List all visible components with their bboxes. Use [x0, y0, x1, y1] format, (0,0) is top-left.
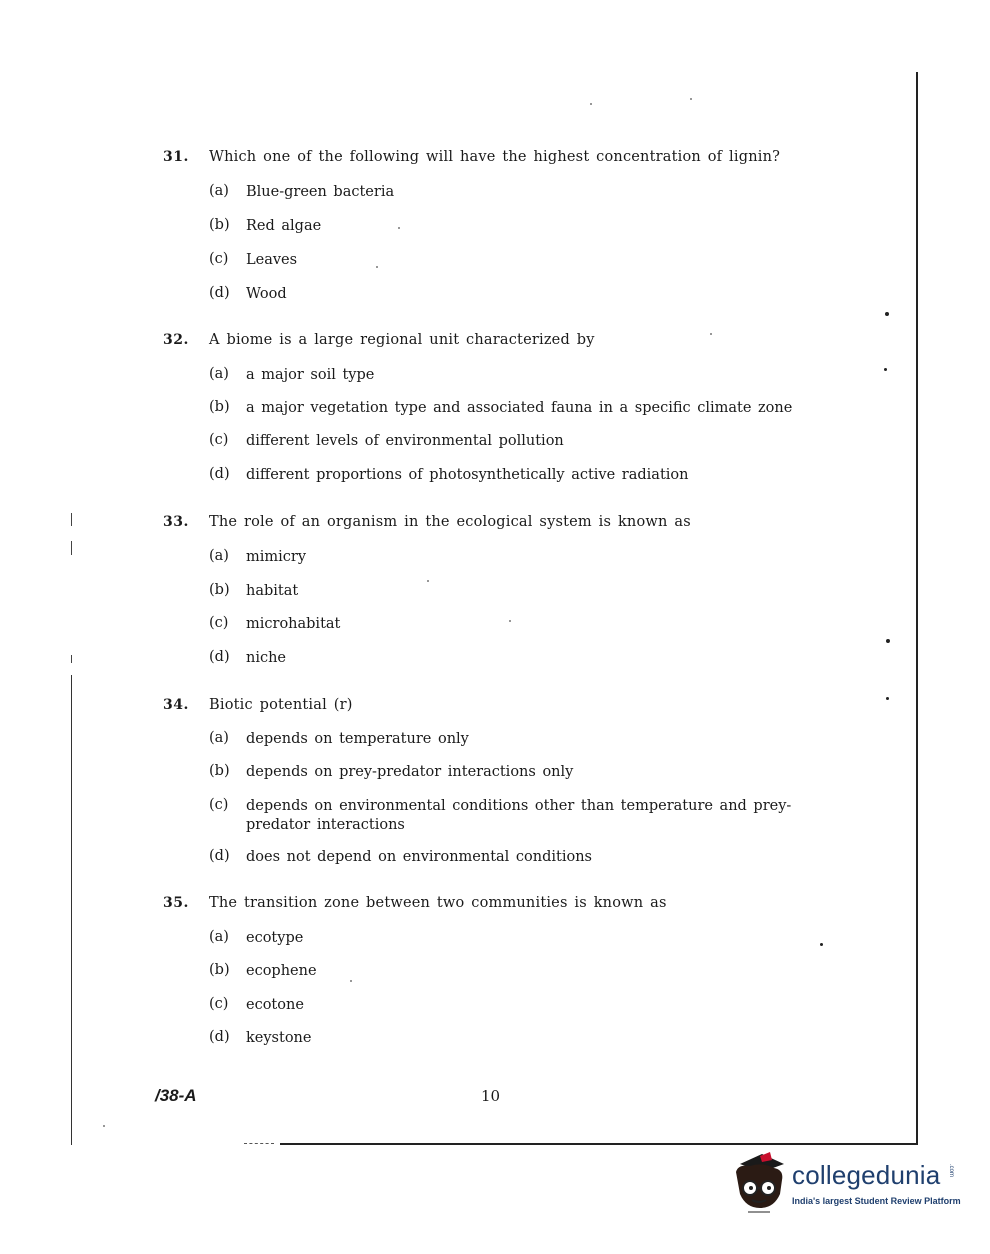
scan-speck: [710, 333, 712, 335]
option-text: Red algae: [246, 218, 322, 234]
page-number: 10: [481, 1087, 501, 1105]
page-border-left: [71, 675, 72, 1145]
option-text: microhabitat: [246, 616, 341, 632]
option-text: ecotone: [246, 997, 304, 1013]
option-label: (c): [209, 615, 229, 631]
question-text: Biotic potential (r): [209, 697, 353, 713]
option-text: niche: [246, 650, 287, 666]
option-label: (d): [209, 649, 230, 665]
option-label: (d): [209, 285, 230, 301]
scan-mark: [71, 541, 72, 555]
scan-speck: [885, 312, 889, 316]
option-text: habitat: [246, 583, 299, 599]
scan-speck: [590, 103, 592, 105]
option-label: (d): [209, 1029, 230, 1045]
option-text: ecophene: [246, 963, 317, 979]
option-text: different proportions of photosynthetically active radiation: [246, 467, 689, 483]
option-text: depends on temperature only: [246, 731, 469, 747]
page-border-right: [916, 72, 918, 1145]
question-text: The role of an organism in the ecological system is known as: [209, 514, 691, 530]
question-number: 33.: [163, 514, 189, 530]
paper-code: /38-A: [155, 1086, 197, 1105]
scan-speck: [886, 697, 889, 700]
option-label: (a): [209, 548, 229, 564]
option-label: (b): [209, 217, 230, 233]
option-text: ecotype: [246, 930, 304, 946]
option-label: (b): [209, 962, 230, 978]
scan-speck: [886, 639, 890, 643]
option-label: (a): [209, 730, 229, 746]
option-label: (c): [209, 797, 229, 813]
option-label: (a): [209, 366, 229, 382]
scan-mark: [71, 513, 72, 526]
question-number: 32.: [163, 332, 189, 348]
question-number: 34.: [163, 697, 189, 713]
option-text: different levels of environmental pollution: [246, 433, 564, 449]
scan-speck: [350, 980, 352, 982]
graduate-mascot-icon: [730, 1150, 790, 1216]
scan-speck: [103, 1125, 105, 1127]
option-label: (a): [209, 183, 229, 199]
option-text: a major vegetation type and associated fauna in a specific climate zone: [246, 400, 793, 416]
option-label: (d): [209, 848, 230, 864]
option-label: (a): [209, 929, 229, 945]
page-border-bottom: [280, 1143, 918, 1145]
option-text: does not depend on environmental conditions: [246, 849, 592, 865]
scan-speck: [884, 368, 887, 371]
scan-mark: [71, 655, 72, 663]
option-text: depends on prey-predator interactions only: [246, 764, 574, 780]
option-text: mimicry: [246, 549, 307, 565]
option-text: Wood: [246, 286, 287, 302]
scan-speck: [509, 620, 511, 622]
question-number: 35.: [163, 895, 189, 911]
brand-tagline: India's largest Student Review Platform: [792, 1196, 961, 1206]
question-text: Which one of the following will have the highest concentration of lignin?: [209, 149, 781, 165]
option-label: (b): [209, 582, 230, 598]
page-border-dash: [244, 1143, 274, 1144]
question-text: A biome is a large regional unit characterized by: [209, 332, 595, 348]
option-text: Leaves: [246, 252, 298, 268]
scan-speck: [820, 943, 823, 946]
scan-speck: [690, 98, 692, 100]
brand-name: collegedunia: [792, 1160, 941, 1190]
scan-speck: [398, 227, 400, 229]
option-label: (c): [209, 432, 229, 448]
collegedunia-watermark: [730, 1150, 970, 1220]
option-label: (d): [209, 466, 230, 482]
question-number: 31.: [163, 149, 189, 165]
option-text: Blue-green bacteria: [246, 184, 395, 200]
scan-speck: [376, 266, 378, 268]
option-label: (c): [209, 251, 229, 267]
option-label: (b): [209, 399, 230, 415]
question-text: The transition zone between two communities is known as: [209, 895, 667, 911]
option-text: a major soil type: [246, 367, 375, 383]
option-text: depends on environmental conditions other than temperature and prey-predator interactions: [246, 798, 792, 833]
scan-speck: [427, 580, 429, 582]
option-text: keystone: [246, 1030, 312, 1046]
option-label: (c): [209, 996, 229, 1012]
option-label: (b): [209, 763, 230, 779]
brand-suffix: .com: [948, 1164, 954, 1178]
